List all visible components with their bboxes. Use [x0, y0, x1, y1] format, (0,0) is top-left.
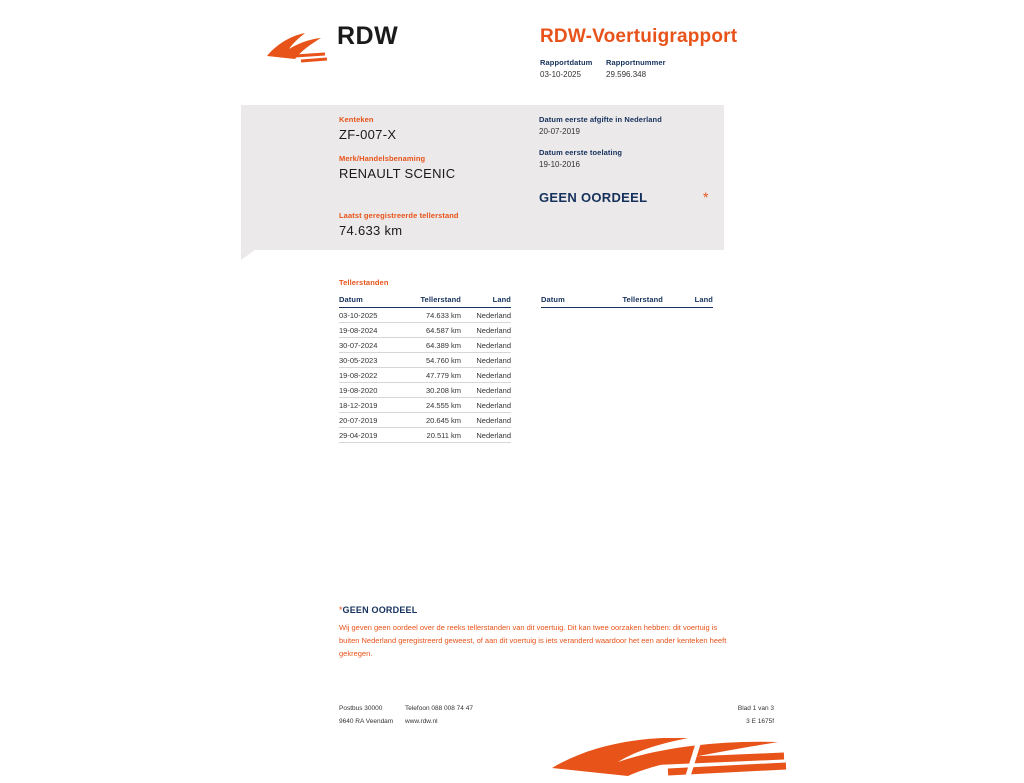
odometer-value: 74.633 km	[339, 223, 403, 238]
cell-odometer: 74.633 km	[399, 308, 461, 323]
footnote-star: *	[339, 605, 343, 615]
first-admission-label: Datum eerste toelating	[539, 148, 623, 157]
footer-doc-code: 3 E 1675f	[746, 718, 774, 725]
licence-value: ZF-007-X	[339, 127, 397, 142]
cell-country: Nederland	[461, 323, 511, 338]
table-row	[339, 383, 511, 398]
footnote-block	[339, 605, 734, 660]
cell-odometer: 20.511 km	[399, 428, 461, 443]
cell-odometer: 30.208 km	[399, 383, 461, 398]
footer-phone: Telefoon 088 008 74 47	[405, 705, 473, 712]
table-row	[339, 368, 511, 383]
report-date-value: 03-10-2025	[540, 70, 581, 79]
cell-date: 20-07-2019	[339, 413, 399, 428]
cell-country: Nederland	[461, 398, 511, 413]
cell-date: 19-08-2024	[339, 323, 399, 338]
cell-odometer: 24.555 km	[399, 398, 461, 413]
report-date-block	[540, 58, 606, 79]
footnote-body: Wij geven geen oordeel over de reeks tellerstanden van dit voertuig. Dit kan twee oorzaken hebben: dit voertuig is buiten Nederland geregistreerd geweest, of aan dit voertuig is iets veranderd waardoor het een ander kenteken heeft gekregen.	[339, 623, 727, 658]
rdw-logo-icon	[265, 30, 329, 64]
cell-country: Nederland	[461, 368, 511, 383]
panel-corner-notch	[241, 250, 255, 260]
vehicle-summary-panel	[241, 105, 724, 250]
col-header-country: Land	[461, 295, 511, 308]
cell-odometer: 54.760 km	[399, 353, 461, 368]
table-row	[339, 428, 511, 443]
footer-website[interactable]: www.rdw.nl	[405, 718, 438, 725]
cell-country: Nederland	[461, 383, 511, 398]
cell-date: 29-04-2019	[339, 428, 399, 443]
odometer-history-title: Tellerstanden	[339, 278, 389, 287]
cell-date: 30-05-2023	[339, 353, 399, 368]
footer-address-line2: 9640 RA Veendam	[339, 718, 394, 725]
cell-date: 19-08-2020	[339, 383, 399, 398]
footer-address-line1: Postbus 30000	[339, 705, 383, 712]
verdict-text: GEEN OORDEEL	[539, 190, 648, 205]
table-row	[339, 353, 511, 368]
first-issue-field	[539, 115, 719, 136]
cell-odometer: 47.779 km	[399, 368, 461, 383]
make-value: RENAULT SCENIC	[339, 166, 456, 181]
report-number-block	[606, 58, 666, 79]
make-label: Merk/Handelsbenaming	[339, 154, 426, 163]
licence-field	[339, 115, 529, 142]
cell-country: Nederland	[461, 353, 511, 368]
panel-left-column	[339, 115, 529, 193]
cell-odometer: 20.645 km	[399, 413, 461, 428]
cell-date: 30-07-2024	[339, 338, 399, 353]
rdw-header-logo	[265, 22, 525, 70]
cell-country: Nederland	[461, 308, 511, 323]
footnote-title-text: GEEN OORDEEL	[342, 605, 418, 615]
col-header-date-2: Datum	[541, 295, 601, 308]
table-header-row	[541, 295, 713, 308]
odometer-table	[339, 295, 511, 443]
cell-date: 03-10-2025	[339, 308, 399, 323]
odometer-history-section	[339, 278, 724, 443]
first-issue-value: 20-07-2019	[539, 127, 580, 136]
report-meta	[540, 58, 840, 79]
first-issue-label: Datum eerste afgifte in Nederland	[539, 115, 662, 124]
panel-right-column	[539, 115, 719, 181]
table-row	[339, 413, 511, 428]
footer-address	[339, 702, 404, 728]
cell-country: Nederland	[461, 413, 511, 428]
report-number-value: 29.596.348	[606, 70, 647, 79]
cell-odometer: 64.587 km	[399, 323, 461, 338]
col-header-country-2: Land	[663, 295, 713, 308]
odometer-field	[339, 211, 539, 238]
cell-odometer: 64.389 km	[399, 338, 461, 353]
verdict-footnote-marker: *	[703, 189, 709, 205]
col-header-date: Datum	[339, 295, 399, 308]
table-row	[339, 308, 511, 323]
table-row	[339, 323, 511, 338]
odometer-label: Laatst geregistreerde tellerstand	[339, 211, 459, 220]
table-row	[339, 398, 511, 413]
cell-country: Nederland	[461, 428, 511, 443]
report-date-label: Rapportdatum	[540, 58, 593, 67]
brand-name: RDW	[337, 22, 399, 50]
make-field	[339, 154, 529, 181]
col-header-odometer-2: Tellerstand	[601, 295, 663, 308]
cell-date: 19-08-2022	[339, 368, 399, 383]
report-number-label: Rapportnummer	[606, 58, 666, 67]
footer-pagination	[694, 702, 774, 728]
page-title: RDW-Voertuigrapport	[540, 26, 738, 47]
first-admission-value: 19-10-2016	[539, 160, 580, 169]
footnote-title	[339, 605, 734, 615]
cell-date: 18-12-2019	[339, 398, 399, 413]
footer-page-number: Blad 1 van 3	[737, 705, 774, 712]
cell-country: Nederland	[461, 338, 511, 353]
licence-label: Kenteken	[339, 115, 374, 124]
first-admission-field	[539, 148, 719, 169]
col-header-odometer: Tellerstand	[399, 295, 461, 308]
footer-contact	[405, 702, 525, 728]
table-row	[339, 338, 511, 353]
odometer-table-continued	[541, 295, 713, 308]
table-header-row	[339, 295, 511, 308]
rdw-footer-logo-icon	[548, 738, 788, 778]
